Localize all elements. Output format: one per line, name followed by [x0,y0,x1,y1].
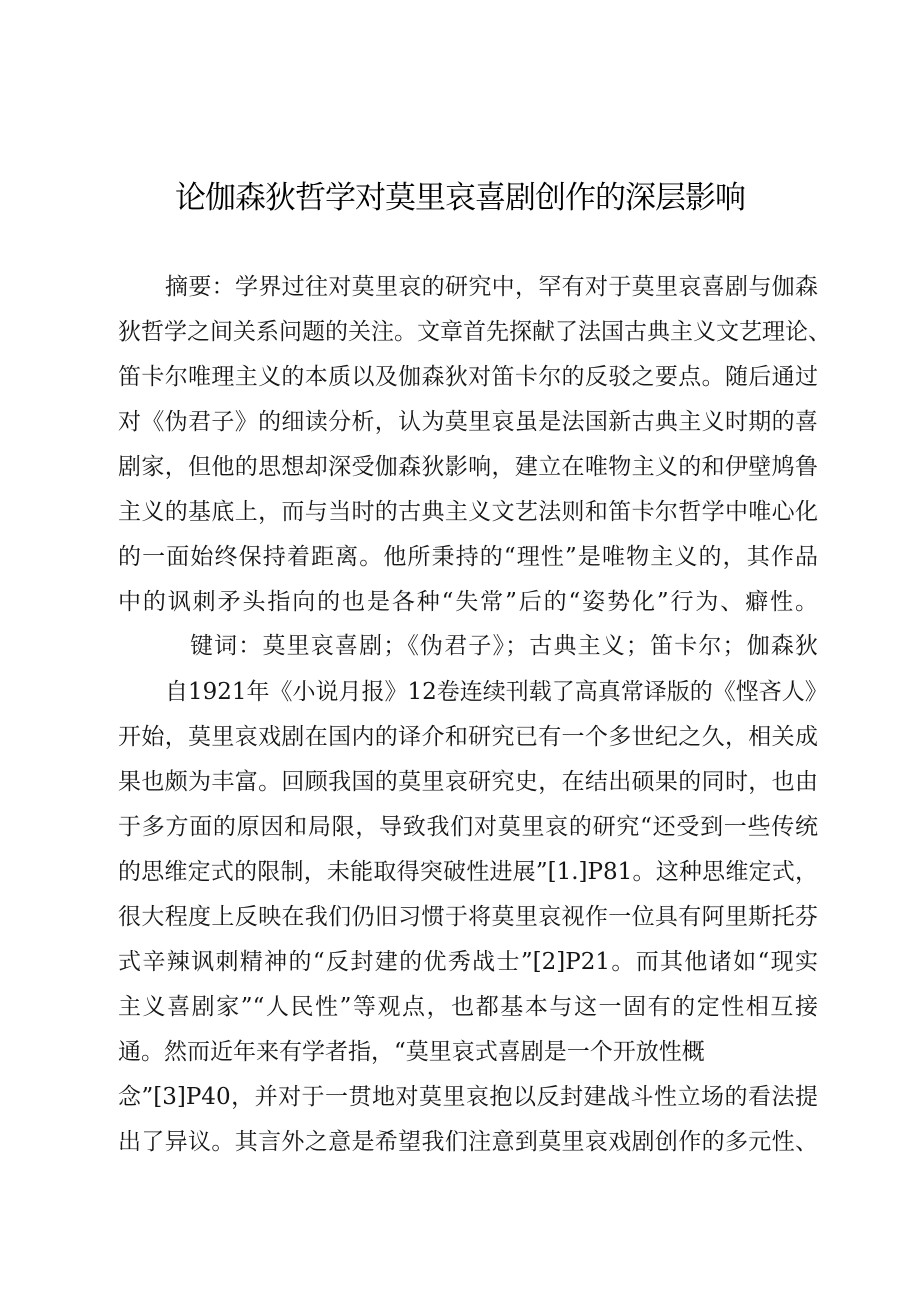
body-line-9: 通。然而近年来有学者指，“莫里哀式喜剧是一个开放性概 [118,1039,705,1065]
body-line-10: 念”[3]P40，并对于一贯地对莫里哀抱以反封建战斗性立场的看法提 [118,1084,818,1110]
abstract-line-4: 对《伪君子》的细读分析，认为莫里哀虽是法国新古典主义时期的喜 [118,409,818,435]
keywords-line: 键词：莫里哀喜剧；《伪君子》；古典主义；笛卡尔；伽森狄 [190,633,818,659]
body-line-3: 果也颇为丰富。回顾我国的莫里哀研究史，在结出硕果的同时，也由 [118,769,818,795]
body-line-11: 出了异议。其言外之意是希望我们注意到莫里哀戏剧创作的多元性、 [118,1129,818,1155]
abstract-line-1: 摘要：学界过往对莫里哀的研究中，罕有对于莫里哀喜剧与伽森 [165,274,818,300]
document-title: 论伽森狄哲学对莫里哀喜剧创作的深层影响 [175,180,745,216]
body-line-4: 于多方面的原因和局限，导致我们对莫里哀的研究“还受到一些传统 [118,814,818,840]
abstract-line-8: 中的讽刺矛头指向的也是各种“失常”后的“姿势化”行为、癖性。 [118,589,818,615]
body-line-2: 开始，莫里哀戏剧在国内的译介和研究已有一个多世纪之久，相关成 [118,724,818,750]
abstract-line-2: 狄哲学之间关系问题的关注。文章首先探献了法国古典主义文艺理论、 [118,319,831,345]
body-line-6: 很大程度上反映在我们仍旧习惯于将莫里哀视作一位具有阿里斯托芬 [118,904,818,930]
body-line-8: 主义喜剧家”“人民性”等观点，也都基本与这一固有的定性相互接 [118,994,818,1020]
abstract-line-7: 的一面始终保持着距离。他所秉持的“理性”是唯物主义的，其作品 [118,544,818,570]
body-line-1: 自1921年《小说月报》12卷连续刊载了高真常译版的《悭吝人》 [165,679,828,705]
abstract-line-3: 笛卡尔唯理主义的本质以及伽森狄对笛卡尔的反驳之要点。随后通过 [118,364,818,390]
body-line-7: 式辛辣讽刺精神的“反封建的优秀战士”[2]P21。而其他诸如“现实 [118,949,818,975]
abstract-line-6: 主义的基底上，而与当时的古典主义文艺法则和笛卡尔哲学中唯心化 [118,499,818,525]
body-line-5: 的思维定式的限制，未能取得突破性进展”[1.]P81。这种思维定式， [118,859,818,885]
abstract-line-5: 剧家，但他的思想却深受伽森狄影响，建立在唯物主义的和伊壁鸠鲁 [118,454,818,480]
